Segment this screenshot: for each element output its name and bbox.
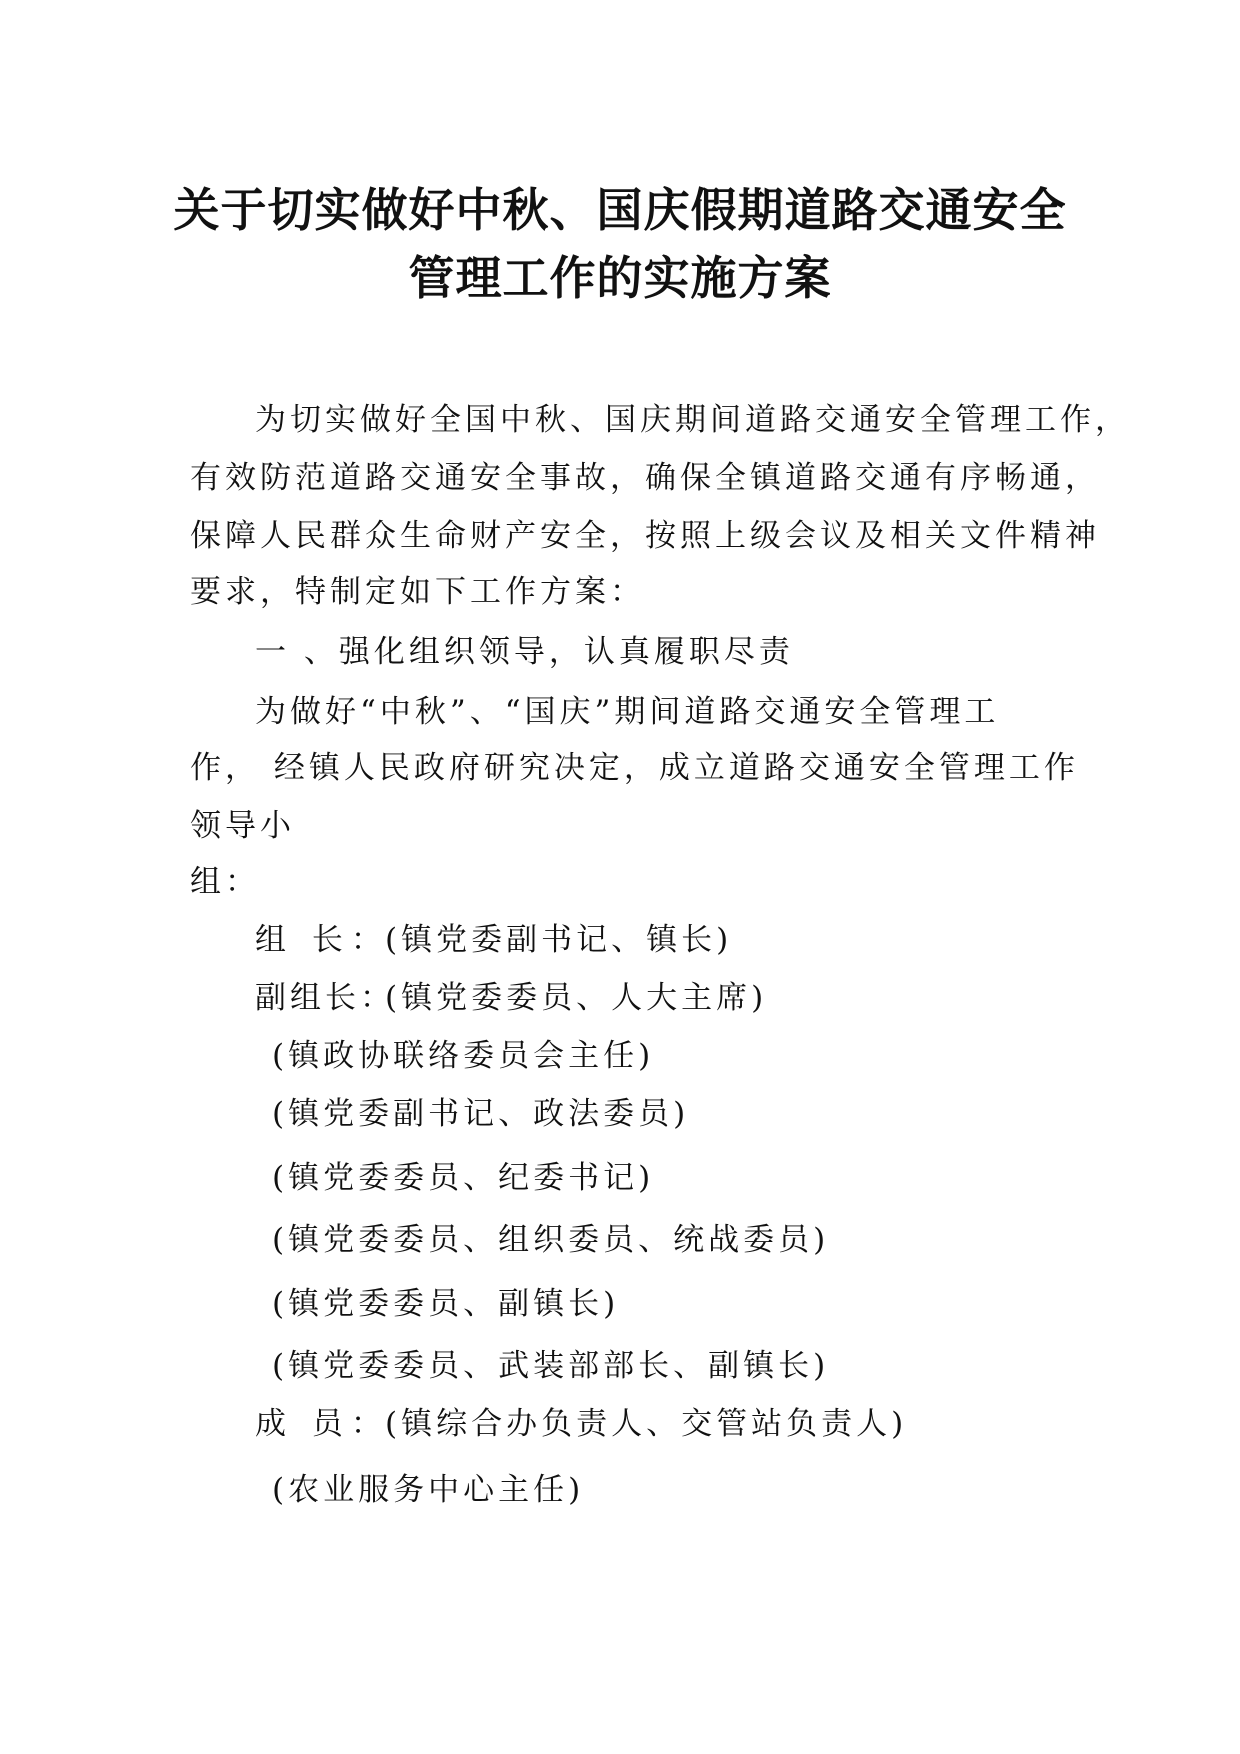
document-title-line-2: 管理工作的实施方案 <box>408 251 832 305</box>
deputy-label: 副组长： <box>255 980 395 1016</box>
member-label: 成 员： <box>255 1406 390 1442</box>
member-value: (农业服务中心主任) <box>272 1472 585 1508</box>
deputy-value: (镇党委委员、副镇长) <box>272 1286 620 1322</box>
deputy-value: (镇党委委员、武装部部长、副镇长) <box>272 1348 830 1384</box>
section-1-text-line-3: 领导小 <box>190 808 295 844</box>
intro-line-3: 保障人民群众生命财产安全，按照上级会议及相关文件精神 <box>190 518 1100 554</box>
deputy-value: (镇党委副书记、政法委员) <box>272 1096 690 1132</box>
deputy-value: (镇党委委员、纪委书记) <box>272 1160 655 1196</box>
intro-line-4: 要求，特制定如下工作方案： <box>190 574 645 610</box>
intro-line-1: 为切实做好全国中秋、国庆期间道路交通安全管理工作， <box>255 402 1130 438</box>
document-title-line-1: 关于切实做好中秋、国庆假期道路交通安全 <box>173 183 1067 237</box>
section-1-text-line-4: 组： <box>190 864 260 900</box>
deputy-value: (镇政协联络委员会主任) <box>272 1038 655 1074</box>
deputy-value-first: (镇党委委员、人大主席) <box>385 980 768 1016</box>
intro-line-2: 有效防范道路交通安全事故，确保全镇道路交通有序畅通， <box>190 460 1100 496</box>
member-value-first: (镇综合办负责人、交管站负责人) <box>385 1406 908 1442</box>
leader-label: 组 长： <box>255 922 390 958</box>
section-1-heading: 一 、强化组织领导，认真履职尽责 <box>255 634 794 670</box>
deputy-value: (镇党委委员、组织委员、统战委员) <box>272 1222 830 1258</box>
section-1-text-line-1: 为做好“中秋”、“国庆”期间道路交通安全管理工 <box>255 694 1000 730</box>
section-1-text-line-2: 作， 经镇人民政府研究决定，成立道路交通安全管理工作 <box>190 750 1079 786</box>
leader-value: (镇党委副书记、镇长) <box>385 922 733 958</box>
